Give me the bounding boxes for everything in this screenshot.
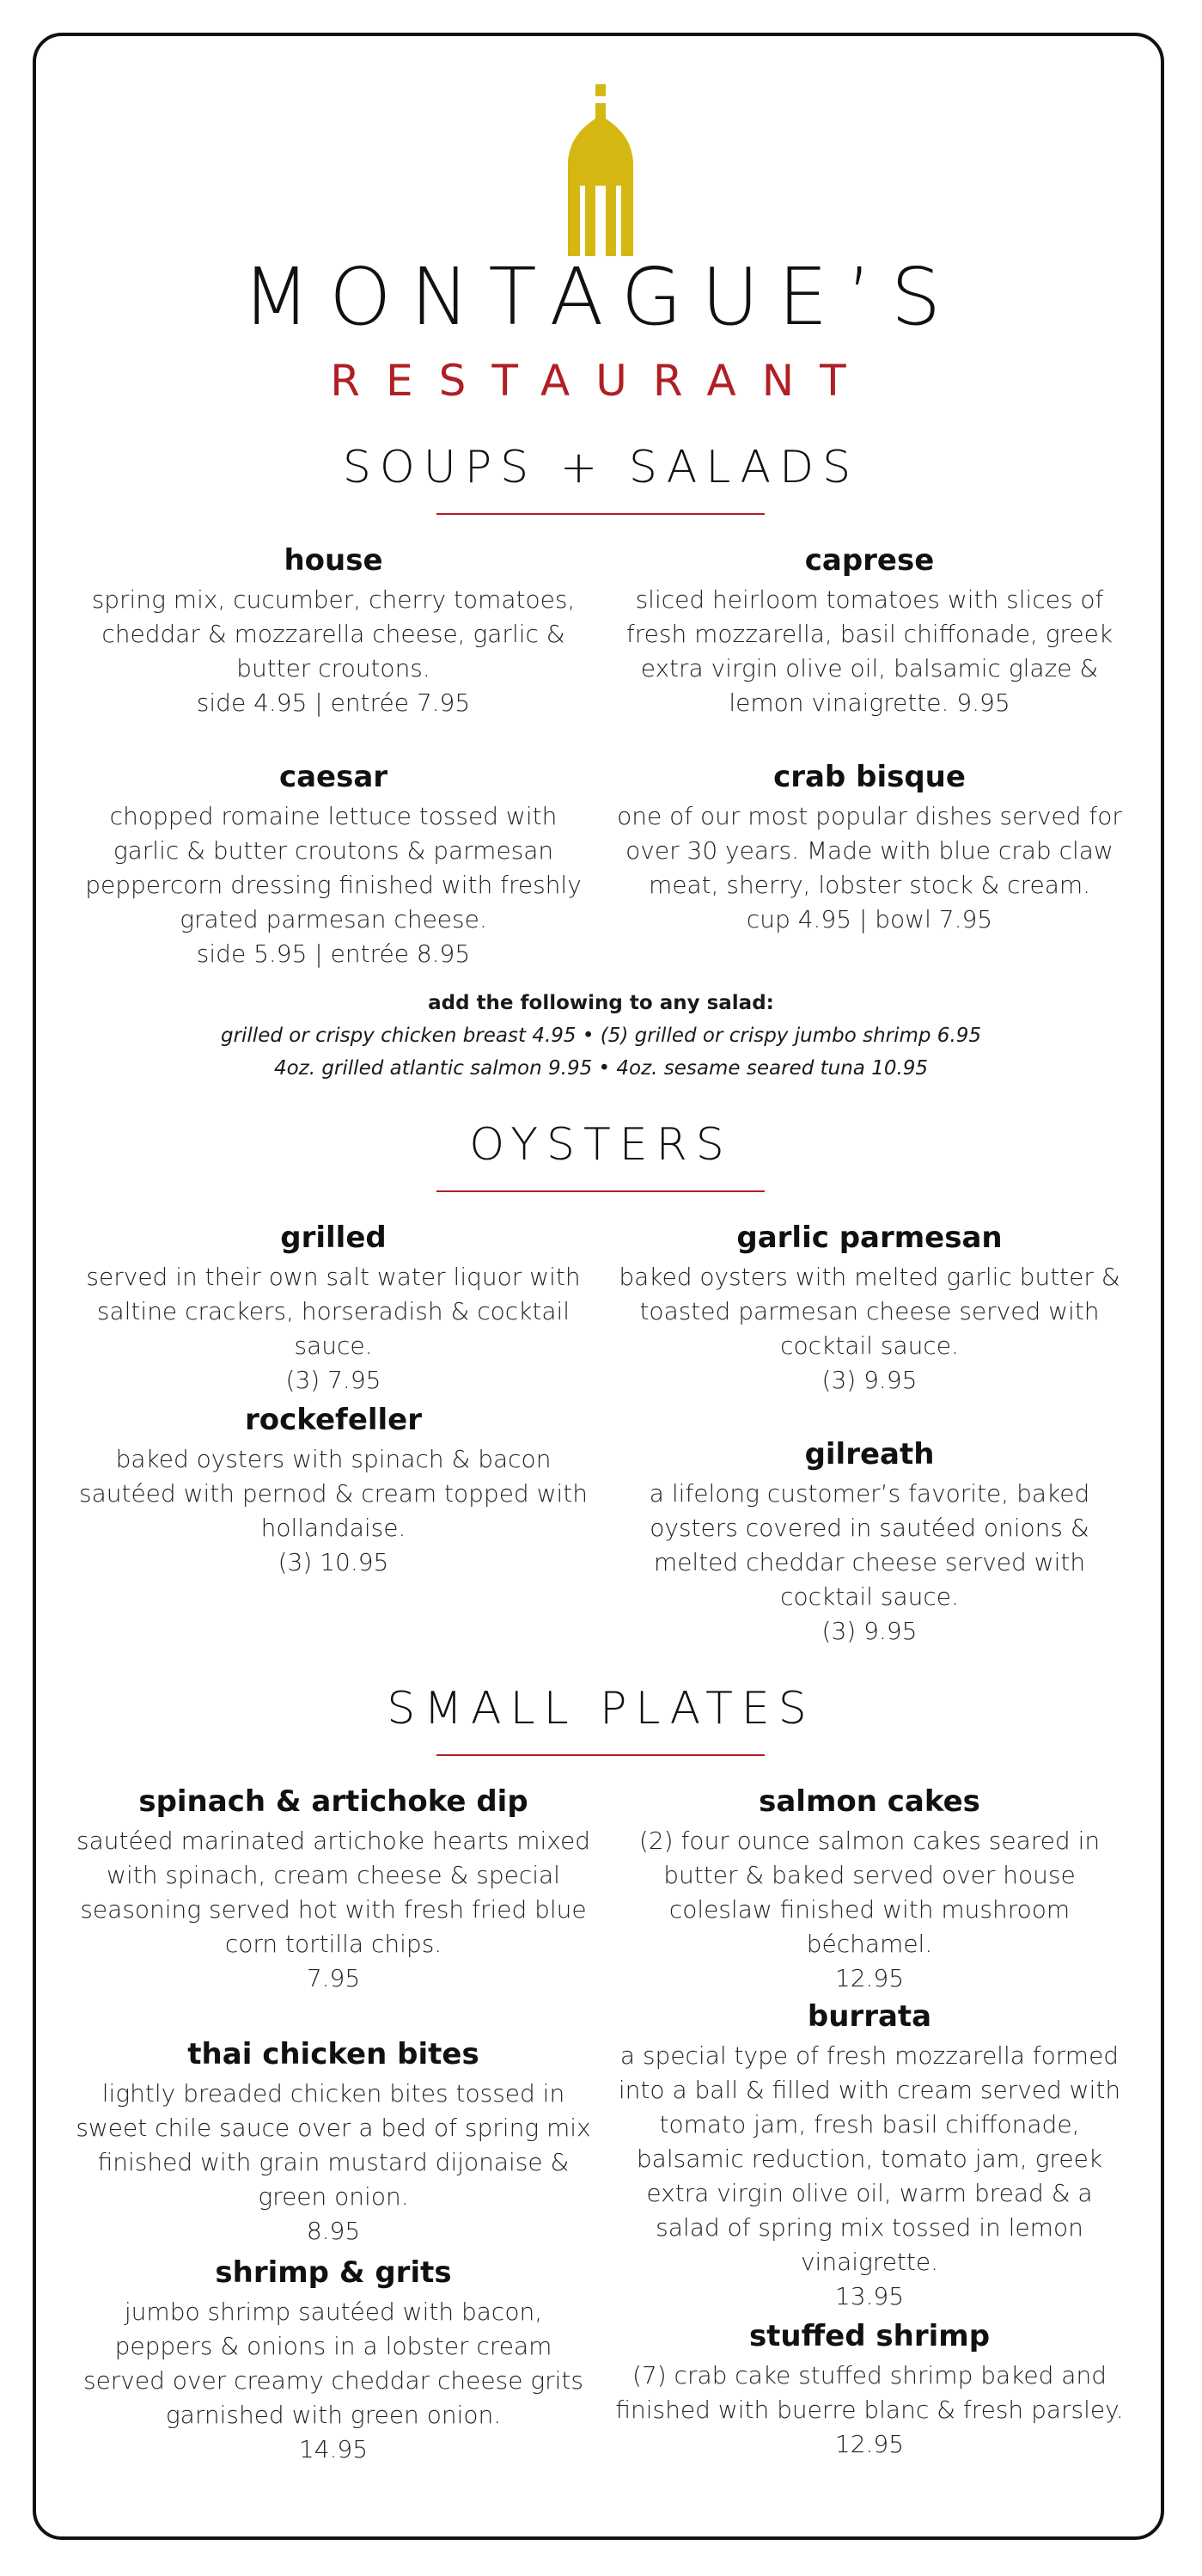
- item-price: 13.95: [834, 2282, 905, 2310]
- item-name: spinach & artichoke dip: [138, 1784, 528, 1819]
- item-name: crab bisque: [773, 760, 966, 794]
- item-name: gilreath: [804, 1437, 935, 1472]
- item-description: chopped romaine lettuce tossed with garlic & butter croutons & parmesan peppercorn dressing finished with freshly grated parmesan cheese.: [85, 802, 582, 933]
- menu-item-grilled: [76, 1217, 591, 1398]
- restaurant-name: MONTAGUE’S: [241, 251, 961, 343]
- menu-item-gilreath: [612, 1434, 1127, 1649]
- item-description: baked oysters with melted garlic butter & toasted parmesan cheese served with cocktail sauce.: [619, 1263, 1120, 1360]
- restaurant-subtitle: RESTAURANT: [330, 356, 872, 406]
- section-title-small-plates: SMALL PLATES: [387, 1683, 815, 1735]
- menu-item-thai-chicken-bites: [76, 2034, 591, 2249]
- item-price: (3) 9.95: [821, 1366, 918, 1394]
- item-description: sliced heirloom tomatoes with slices of fresh mozzarella, basil chiffonade, greek extra virgin olive oil, balsamic glaze & lemon vinaigrette. 9.95: [625, 585, 1114, 717]
- item-price: 7.95: [306, 1964, 361, 1992]
- item-description: jumbo shrimp sautéed with bacon, peppers & onions in a lobster cream served over creamy cheddar cheese grits garnished with green onion.: [82, 2298, 583, 2429]
- item-price: side 5.95 | entrée 8.95: [196, 939, 471, 968]
- menu-item-caprese: [612, 540, 1127, 720]
- item-description: spring mix, cucumber, cherry tomatoes, cheddar & mozzarella cheese, garlic & butter croutons.: [91, 585, 576, 682]
- item-description: baked oysters with spinach & bacon sautéed with pernod & cream topped with hollandaise.: [78, 1445, 589, 1542]
- menu-item-rockefeller: [76, 1399, 591, 1580]
- item-name: caesar: [278, 760, 388, 794]
- salad-addons: [0, 987, 1202, 1085]
- item-price: (3) 9.95: [821, 1617, 918, 1645]
- menu-item-crab-bisque: [612, 756, 1127, 937]
- item-price: 14.95: [298, 2435, 369, 2463]
- item-name: thai chicken bites: [187, 2037, 479, 2071]
- item-price: cup 4.95 | bowl 7.95: [746, 905, 993, 933]
- item-price: 12.95: [834, 2430, 905, 2458]
- addons-line: grilled or crispy chicken breast 4.95 • (5) grilled or crispy jumbo shrimp 6.95: [220, 1025, 982, 1047]
- item-name: caprese: [804, 543, 935, 578]
- section-divider: [436, 1754, 765, 1756]
- item-name: house: [284, 543, 383, 578]
- menu-item-garlic-parmesan: [612, 1217, 1127, 1398]
- section-title-oysters: OYSTERS: [469, 1119, 733, 1171]
- item-name: grilled: [280, 1221, 387, 1255]
- item-description: a lifelong customer’s favorite, baked oysters covered in sautéed onions & melted cheddar cheese served with cocktail sauce.: [649, 1479, 1090, 1611]
- item-name: burrata: [807, 1999, 932, 2034]
- menu-item-house: [76, 540, 591, 720]
- item-description: one of our most popular dishes served for over 30 years. Made with blue crab claw meat, sherry, lobster stock & cream.: [617, 802, 1122, 899]
- item-name: rockefeller: [244, 1403, 423, 1437]
- addons-line: 4oz. grilled atlantic salmon 9.95 • 4oz. sesame seared tuna 10.95: [273, 1057, 929, 1080]
- menu-item-spinach-artichoke-dip: [76, 1781, 591, 1996]
- menu-item-shrimp-grits: [76, 2252, 591, 2467]
- item-description: lightly breaded chicken bites tossed in sweet chile sauce over a bed of spring mix finished with grain mustard dijonaise & green onion.: [76, 2079, 591, 2211]
- item-price: side 4.95 | entrée 7.95: [196, 688, 471, 717]
- item-price: 12.95: [834, 1964, 905, 1992]
- item-description: a special type of fresh mozzarella formed into a ball & filled with cream served with tomato jam, fresh basil chiffonade, balsamic reduction, tomato jam, greek extra virgin olive oil, warm bread & a salad of spring mix tossed in lemon vinaigrette.: [618, 2041, 1121, 2276]
- addons-heading: add the following to any salad:: [428, 992, 774, 1014]
- item-description: (7) crab cake stuffed shrimp baked and finished with buerre blanc & fresh parsley.: [615, 2361, 1124, 2424]
- item-name: stuffed shrimp: [748, 2319, 991, 2353]
- item-name: shrimp & grits: [215, 2255, 452, 2290]
- item-name: garlic parmesan: [736, 1221, 1003, 1255]
- item-price: 8.95: [306, 2217, 361, 2245]
- fork-logo-icon: [566, 84, 635, 256]
- section-divider: [436, 1190, 765, 1192]
- section-title-soups-salads: SOUPS + SALADS: [342, 442, 860, 493]
- item-price: (3) 10.95: [278, 1548, 389, 1576]
- menu-item-salmon-cakes: [612, 1781, 1127, 1996]
- item-price: (3) 7.95: [285, 1366, 381, 1394]
- item-description: served in their own salt water liquor with saltine crackers, horseradish & cocktail sauce.: [86, 1263, 581, 1360]
- item-description: sautéed marinated artichoke hearts mixed with spinach, cream cheese & special seasoning served hot with fresh fried blue corn tortilla chips.: [76, 1826, 591, 1958]
- item-name: salmon cakes: [759, 1784, 980, 1819]
- section-divider: [436, 513, 765, 515]
- menu-item-caesar: [76, 756, 591, 971]
- item-description: (2) four ounce salmon cakes seared in butter & baked served over house coleslaw finished with mushroom béchamel.: [638, 1826, 1101, 1958]
- menu-item-burrata: [612, 1996, 1127, 2314]
- menu-item-stuffed-shrimp: [612, 2316, 1127, 2462]
